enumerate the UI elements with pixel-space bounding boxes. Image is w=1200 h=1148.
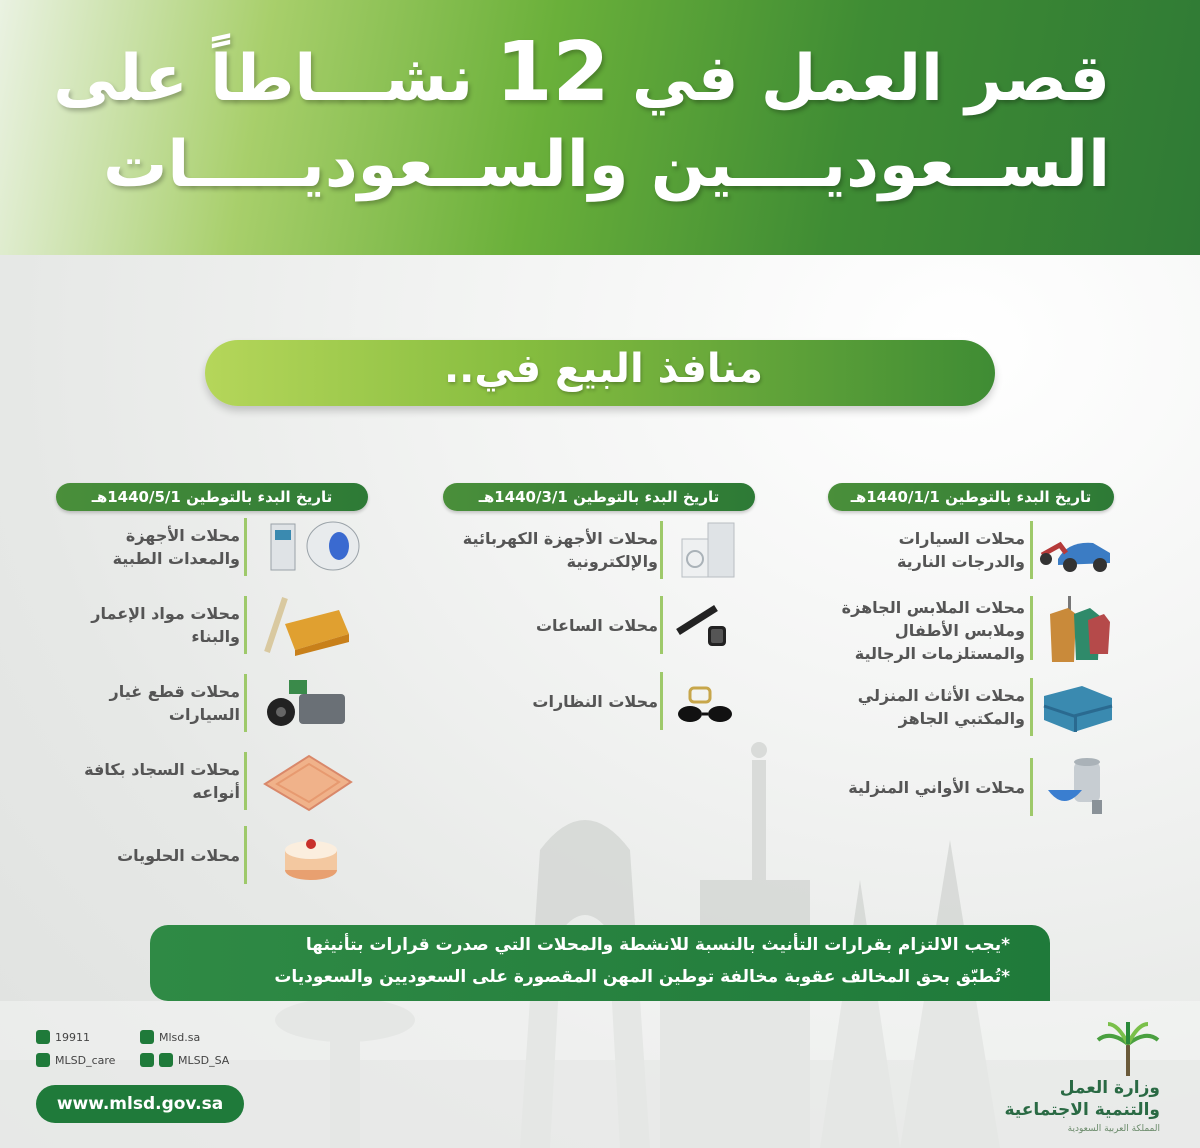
item-label: محلات الملابس الجاهزة وملابس الأطفال والمستلزمات الرجالية	[841, 597, 1025, 663]
column-2-date-header: تاريخ البدء بالتوطين 1440/3/1هـ	[443, 483, 755, 511]
list-item	[820, 672, 1120, 742]
logo-line-1: وزارة العمل	[1059, 1078, 1160, 1098]
logo-line-2: والتنمية الاجتماعية	[1004, 1100, 1160, 1120]
list-item	[440, 666, 760, 736]
list-item	[55, 512, 375, 582]
social-contact: MLSD_SA	[140, 1053, 229, 1067]
palm-tree-icon	[1096, 1020, 1160, 1078]
list-item	[55, 820, 375, 890]
logo-line-3: المملكة العربية السعودية	[1067, 1124, 1160, 1134]
list-item	[55, 746, 375, 816]
car-parts-icon	[255, 672, 365, 734]
glasses-icon	[668, 670, 748, 732]
youtube-icon	[159, 1053, 173, 1067]
divider	[660, 672, 663, 730]
title-number: 12	[495, 25, 610, 120]
item-label: محلات السجاد بكافة أنواعه	[84, 760, 240, 802]
divider	[660, 521, 663, 579]
list-item	[820, 590, 1120, 670]
item-label: محلات الأثاث المنزلي والمكتبي الجاهز	[857, 686, 1025, 728]
title-line-1	[53, 25, 1110, 122]
website-link[interactable]: www.mlsd.gov.sa	[36, 1085, 244, 1123]
list-item	[55, 590, 375, 660]
divider	[244, 596, 247, 654]
item-label: محلات قطع غيار السيارات	[109, 682, 240, 724]
item-label: محلات الأواني المنزلية	[848, 777, 1025, 797]
item-label: محلات الحلويات	[117, 845, 240, 865]
item-label: محلات الأجهزة الكهربائية والإلكترونية	[462, 529, 658, 571]
sofa-icon	[1038, 676, 1118, 738]
kitchenware-icon	[1038, 756, 1118, 818]
carpet-icon	[255, 750, 365, 812]
twitter-icon	[36, 1053, 50, 1067]
instagram-contact: Mlsd.sa	[140, 1030, 200, 1044]
divider	[1030, 678, 1033, 736]
divider	[244, 674, 247, 732]
building-materials-icon	[255, 594, 365, 656]
item-label: محلات مواد الإعمار والبناء	[91, 604, 240, 646]
item-label: محلات الأجهزة والمعدات الطبية	[112, 526, 240, 568]
page-title	[53, 25, 1110, 208]
column-1-date-header: تاريخ البدء بالتوطين 1440/1/1هـ	[828, 483, 1114, 511]
list-item	[440, 590, 760, 660]
sales-outlets-banner	[205, 340, 995, 406]
phone-contact: 19911	[36, 1030, 90, 1044]
ministry-logo	[1004, 1020, 1170, 1140]
divider	[244, 518, 247, 576]
note-penalty: *تُطبّق بحق المخالف عقوبة مخالفة توطين المهن المقصورة على السعوديين والسعوديات	[274, 967, 1010, 987]
medical-equipment-icon	[255, 516, 365, 578]
car-motorcycle-icon	[1038, 519, 1118, 581]
header-banner	[0, 0, 1200, 255]
phone-icon	[36, 1030, 50, 1044]
notes-box	[150, 925, 1050, 1001]
twitter-care-contact: MLSD_care	[36, 1053, 115, 1067]
divider	[244, 826, 247, 884]
divider	[1030, 596, 1033, 660]
item-label: محلات السيارات والدرجات النارية	[896, 529, 1025, 571]
title-part-1: قصر العمل في	[631, 42, 1110, 116]
note-feminization: *يجب الالتزام بقرارات التأنيث بالنسبة للانشطة والمحلات التي صدرت قرارات بتأنيثها	[305, 935, 1010, 955]
item-label: محلات الساعات	[535, 615, 658, 635]
instagram-icon	[140, 1030, 154, 1044]
list-item	[55, 668, 375, 738]
divider	[1030, 758, 1033, 816]
title-part-2: نشـــاطاً على	[53, 42, 474, 116]
divider	[1030, 521, 1033, 579]
twitter-icon	[140, 1053, 154, 1067]
title-line-2: الســعوديــــين والســعوديـــــات	[103, 128, 1110, 202]
item-label: محلات النظارات	[532, 691, 658, 711]
list-item	[440, 515, 760, 585]
list-item	[820, 515, 1120, 585]
watch-icon	[668, 594, 748, 656]
column-3-date-header: تاريخ البدء بالتوطين 1440/5/1هـ	[56, 483, 368, 511]
divider	[244, 752, 247, 810]
cake-icon	[255, 824, 365, 886]
list-item	[820, 752, 1120, 822]
divider	[660, 596, 663, 654]
banner-label: منافذ البيع في..	[443, 346, 763, 392]
appliances-icon	[668, 519, 748, 581]
clothes-icon	[1038, 594, 1118, 666]
